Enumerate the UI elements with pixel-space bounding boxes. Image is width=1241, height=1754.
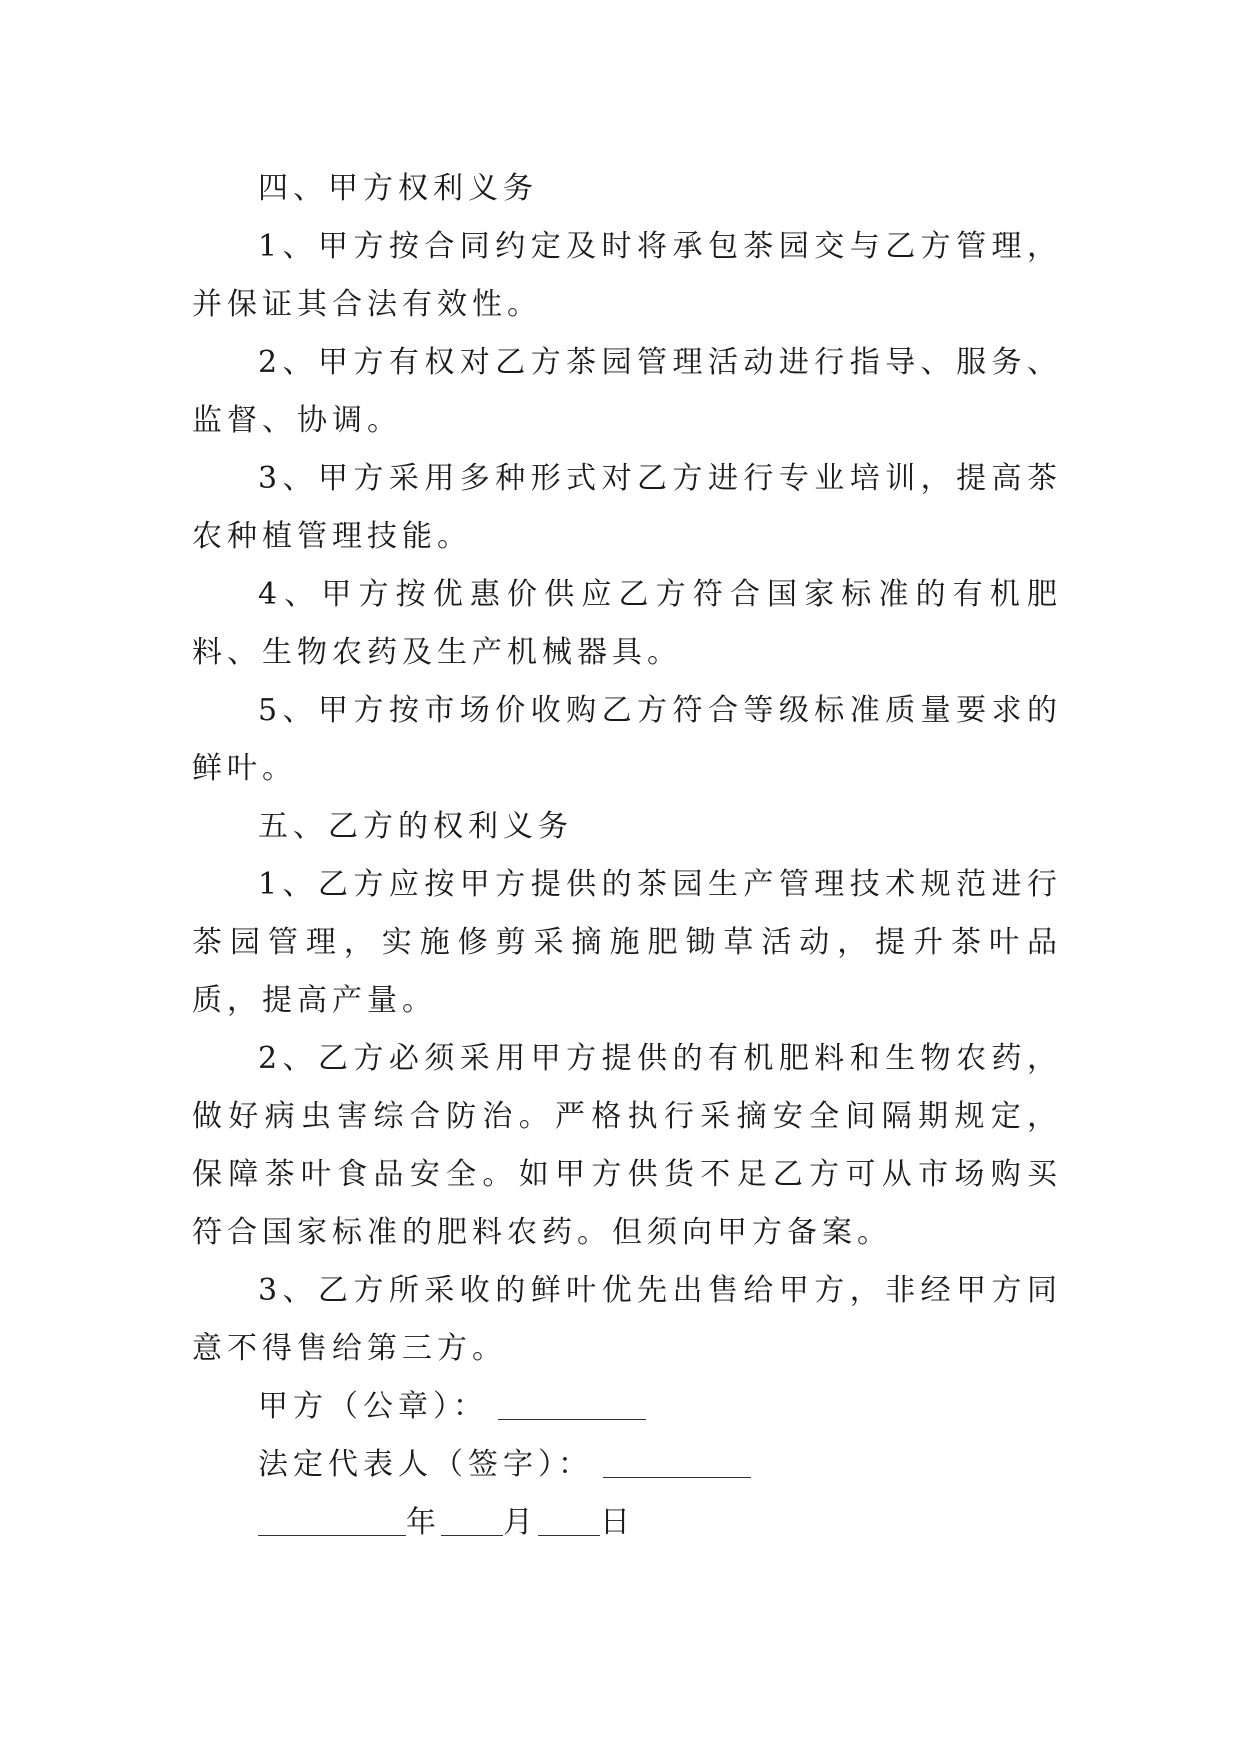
year-label: 年	[406, 1505, 441, 1540]
section-4-heading: 四、甲方权利义务	[258, 171, 538, 206]
section-5-item-2: 2、乙方必须采用甲方提供的有机肥料和生物农药，做好病虫害综合防治。严格执行采摘安全间隔期规定，保障茶叶食品安全。如甲方供货不足乙方可从市场购买符合国家标准的肥料农药。但须向甲方备案。	[192, 1041, 1062, 1250]
party-a-seal-label: 甲方（公章）：	[258, 1389, 488, 1424]
day-label: 日	[600, 1505, 635, 1540]
document-page	[192, 160, 1062, 1552]
section-4-item-5: 5、甲方按市场价收购乙方符合等级标准质量要求的鲜叶。	[192, 693, 1062, 786]
month-blank[interactable]	[441, 1505, 503, 1536]
section-4-item-2: 2、甲方有权对乙方茶园管理活动进行指导、服务、监督、协调。	[192, 345, 1062, 438]
representative-signature-line	[192, 1436, 1062, 1494]
section-5-item-1: 1、乙方应按甲方提供的茶园生产管理技术规范进行茶园管理，实施修剪采摘施肥锄草活动，提升茶叶品质，提高产量。	[192, 867, 1062, 1018]
month-label: 月	[503, 1505, 538, 1540]
section-4-item-4: 4、甲方按优惠价供应乙方符合国家标准的有机肥料、生物农药及生产机械器具。	[192, 577, 1062, 670]
day-blank[interactable]	[538, 1505, 600, 1536]
date-line	[192, 1494, 1062, 1552]
party-a-seal-blank[interactable]	[498, 1389, 646, 1420]
section-4-item-3: 3、甲方采用多种形式对乙方进行专业培训，提高茶农种植管理技能。	[192, 461, 1062, 554]
party-a-seal-line	[192, 1378, 1062, 1436]
representative-signature-label: 法定代表人（签字）：	[258, 1447, 593, 1482]
section-5-heading: 五、乙方的权利义务	[258, 809, 573, 844]
section-4-item-1: 1、甲方按合同约定及时将承包茶园交与乙方管理，并保证其合法有效性。	[192, 229, 1062, 322]
section-5-item-3: 3、乙方所采收的鲜叶优先出售给甲方，非经甲方同意不得售给第三方。	[192, 1273, 1062, 1366]
year-blank[interactable]	[258, 1505, 406, 1536]
representative-signature-blank[interactable]	[603, 1447, 751, 1478]
